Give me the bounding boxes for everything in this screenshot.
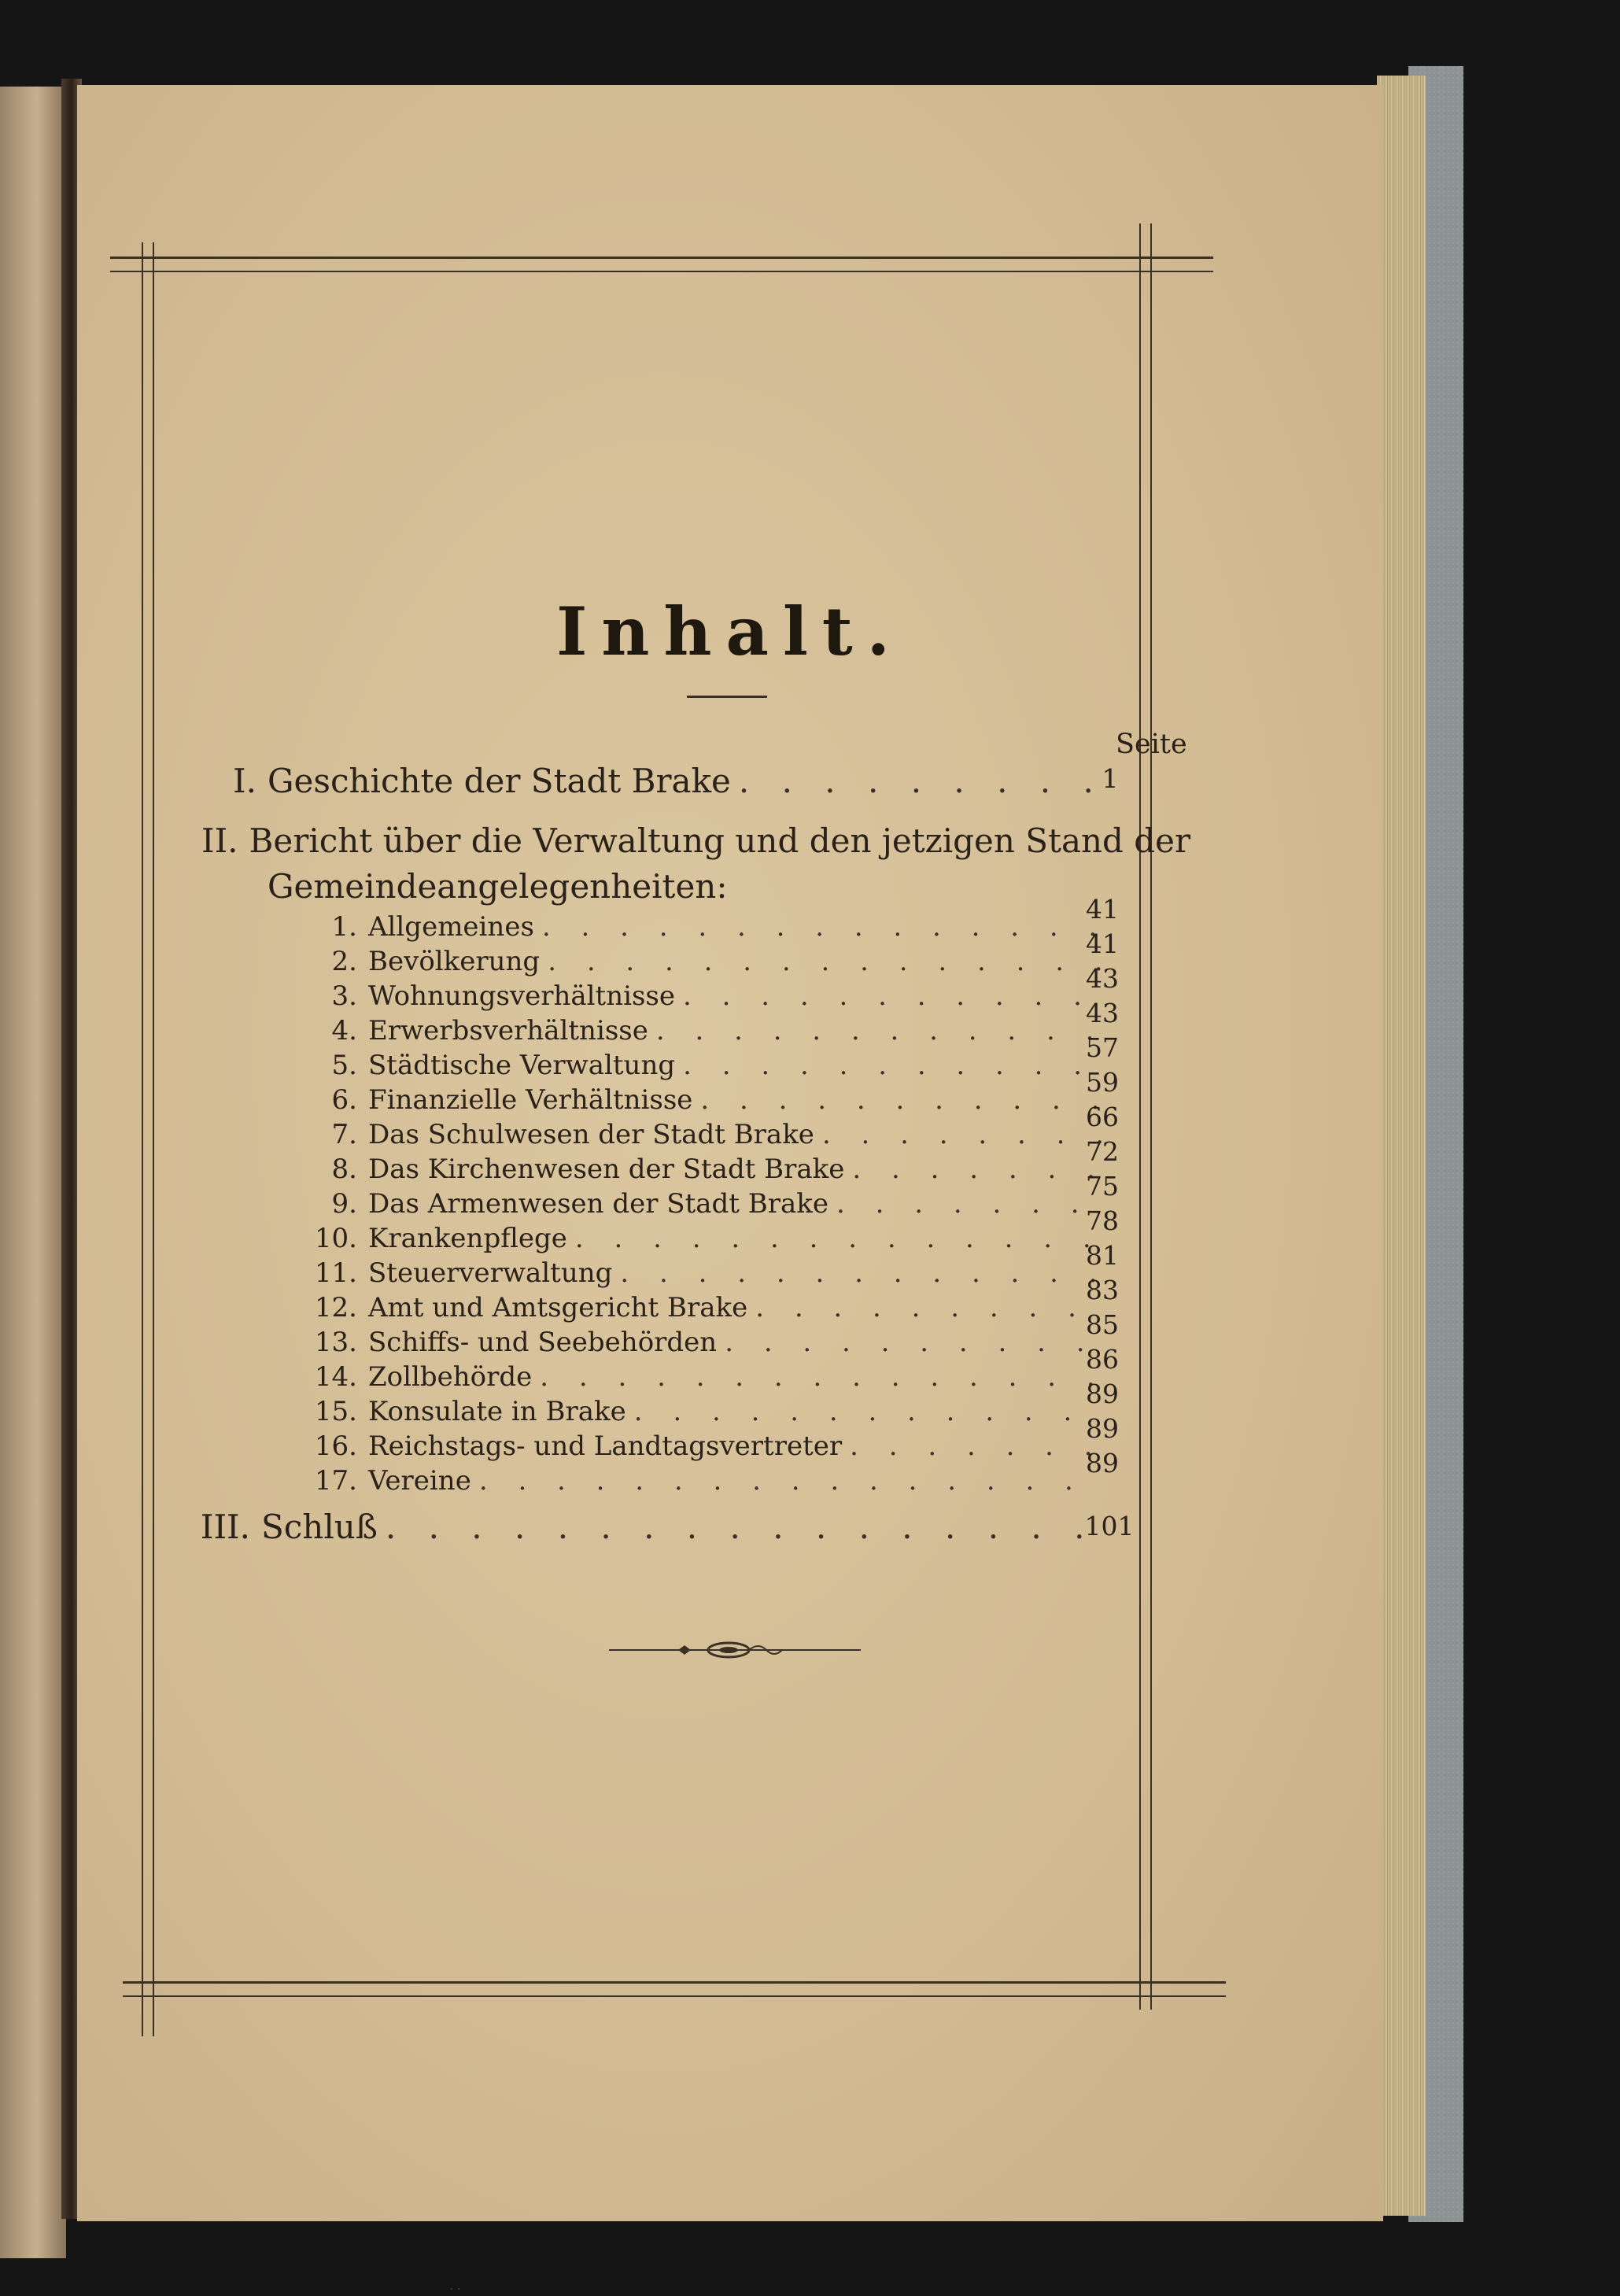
toc-subsection: 1. Allgemeines . . . <box>305 911 1102 943</box>
page-edges <box>1377 76 1426 2216</box>
subsection-page: 85 <box>1086 1309 1119 1340</box>
subsection-title: Das Schulwesen der Stadt Brake <box>368 1119 814 1150</box>
section-numeral: III. <box>200 1508 250 1546</box>
leader-dots <box>675 980 1102 1012</box>
section-page: 101 <box>1084 1511 1135 1541</box>
leader-dots <box>612 1257 1102 1289</box>
subsection-page: 41 <box>1086 894 1119 925</box>
paper-specks: · · <box>450 2283 461 2296</box>
leader-dots <box>844 1154 1102 1185</box>
section-title: Bericht über die Verwaltung und den jetzigen Stand der <box>249 821 1191 860</box>
subsection-title: Finanzielle Verhältnisse <box>368 1084 693 1116</box>
leader-dots <box>828 1188 1102 1220</box>
subsection-title: Allgemeines <box>368 911 534 943</box>
toc-subsection: 7. Das Schulwesen der Stadt Brake . . . <box>305 1119 1102 1150</box>
subsection-page: 89 <box>1086 1413 1119 1444</box>
subsection-page: 89 <box>1086 1448 1119 1478</box>
toc-subsection: 8. Das Kirchenwesen der Stadt Brake . . . <box>305 1154 1102 1185</box>
subsection-page: 78 <box>1086 1205 1119 1236</box>
section-title: Geschichte der Stadt Brake <box>268 762 731 800</box>
toc-subsection: 5. Städtische Verwaltung . . . <box>305 1050 1102 1081</box>
page-title: Inhalt. <box>556 592 904 670</box>
subsection-title: Konsulate in Brake <box>368 1396 626 1427</box>
subsection-page: 86 <box>1086 1344 1119 1375</box>
leader-dots <box>532 1361 1102 1393</box>
leader-dots <box>731 762 1113 800</box>
toc-subsection: 16. Reichstags- und Landtagsvertreter . . . <box>305 1430 1102 1462</box>
subsection-page: 72 <box>1086 1136 1119 1167</box>
toc-subsection: 14. Zollbehörde . . . <box>305 1361 1102 1393</box>
toc-subsection: 11. Steuerverwaltung . . . <box>305 1257 1102 1289</box>
page-column-label: Seite <box>1116 729 1187 760</box>
subsection-page: 66 <box>1086 1102 1119 1132</box>
toc-subsection: 17. Vereine . . . <box>305 1465 1102 1497</box>
subsection-title: Zollbehörde <box>368 1361 533 1393</box>
toc-section-2 <box>201 821 1191 860</box>
toc-section-3 <box>187 1508 1106 1546</box>
toc-subsection: 2. Bevölkerung . . . <box>305 946 1102 977</box>
section-numeral: II. <box>201 821 238 860</box>
toc-subsection: 6. Finanzielle Verhältnisse . . . <box>305 1084 1102 1116</box>
subsection-title: Vereine <box>368 1465 471 1497</box>
section-title: Schluß <box>261 1508 378 1546</box>
subsection-page: 59 <box>1086 1067 1119 1098</box>
subsection-page: 89 <box>1086 1379 1119 1409</box>
subsection-title: Reichstags- und Landtagsvertreter <box>368 1430 843 1462</box>
leader-dots <box>567 1223 1102 1254</box>
toc-subsection: 15. Konsulate in Brake . . . <box>305 1396 1102 1427</box>
subsection-page: 81 <box>1086 1240 1119 1271</box>
subsection-page: 83 <box>1086 1275 1119 1305</box>
table-of-contents <box>77 85 1383 2221</box>
leader-dots <box>842 1430 1102 1462</box>
leader-dots <box>626 1396 1102 1427</box>
leader-dots <box>471 1465 1102 1497</box>
subsection-title: Das Armenwesen der Stadt Brake <box>368 1188 828 1220</box>
leader-dots <box>814 1119 1102 1150</box>
subsection-page: 57 <box>1086 1032 1119 1063</box>
toc-subsection: 9. Das Armenwesen der Stadt Brake . . . <box>305 1188 1102 1220</box>
section-title-continued: Gemeindeangelegenheiten: <box>268 867 728 906</box>
subsection-title: Schiffs- und Seebehörden <box>368 1327 718 1358</box>
subsection-title: Städtische Verwaltung <box>368 1050 676 1081</box>
subsection-title: Wohnungsverhältnisse <box>368 980 675 1012</box>
toc-section-1 <box>209 762 1113 800</box>
subsection-title: Steuerverwaltung <box>368 1257 613 1289</box>
subsection-title: Bevölkerung <box>368 946 541 977</box>
left-page-edge <box>0 87 66 2258</box>
subsection-title: Das Kirchenwesen der Stadt Brake <box>368 1154 845 1185</box>
subsection-page: 43 <box>1086 998 1119 1028</box>
section-page: 1 <box>1102 763 1119 794</box>
leader-dots <box>675 1050 1102 1081</box>
subsection-page: 43 <box>1086 963 1119 994</box>
subsection-title: Krankenpflege <box>368 1223 567 1254</box>
subsection-title: Erwerbsverhältnisse <box>368 1015 648 1046</box>
leader-dots <box>540 946 1102 977</box>
leader-dots <box>534 911 1102 943</box>
toc-subsection: 3. Wohnungsverhältnisse . . . <box>305 980 1102 1012</box>
leader-dots <box>378 1508 1106 1546</box>
toc-subsection: 10. Krankenpflege . . . <box>305 1223 1102 1254</box>
ornament-divider <box>609 1638 861 1662</box>
subsection-title: Amt und Amtsgericht Brake <box>368 1292 748 1323</box>
section-numeral: I. <box>233 762 256 800</box>
toc-subsection: 4. Erwerbsverhältnisse . . . <box>305 1015 1102 1046</box>
toc-subsection: 13. Schiffs- und Seebehörden . . . <box>305 1327 1102 1358</box>
book-page <box>77 85 1383 2296</box>
leader-dots <box>692 1084 1102 1116</box>
subsection-page: 41 <box>1086 928 1119 959</box>
subsection-page: 75 <box>1086 1171 1119 1202</box>
leader-dots <box>717 1327 1102 1358</box>
leader-dots <box>747 1292 1102 1323</box>
leader-dots <box>648 1015 1102 1046</box>
toc-subsection: 12. Amt und Amtsgericht Brake . . . <box>305 1292 1102 1323</box>
